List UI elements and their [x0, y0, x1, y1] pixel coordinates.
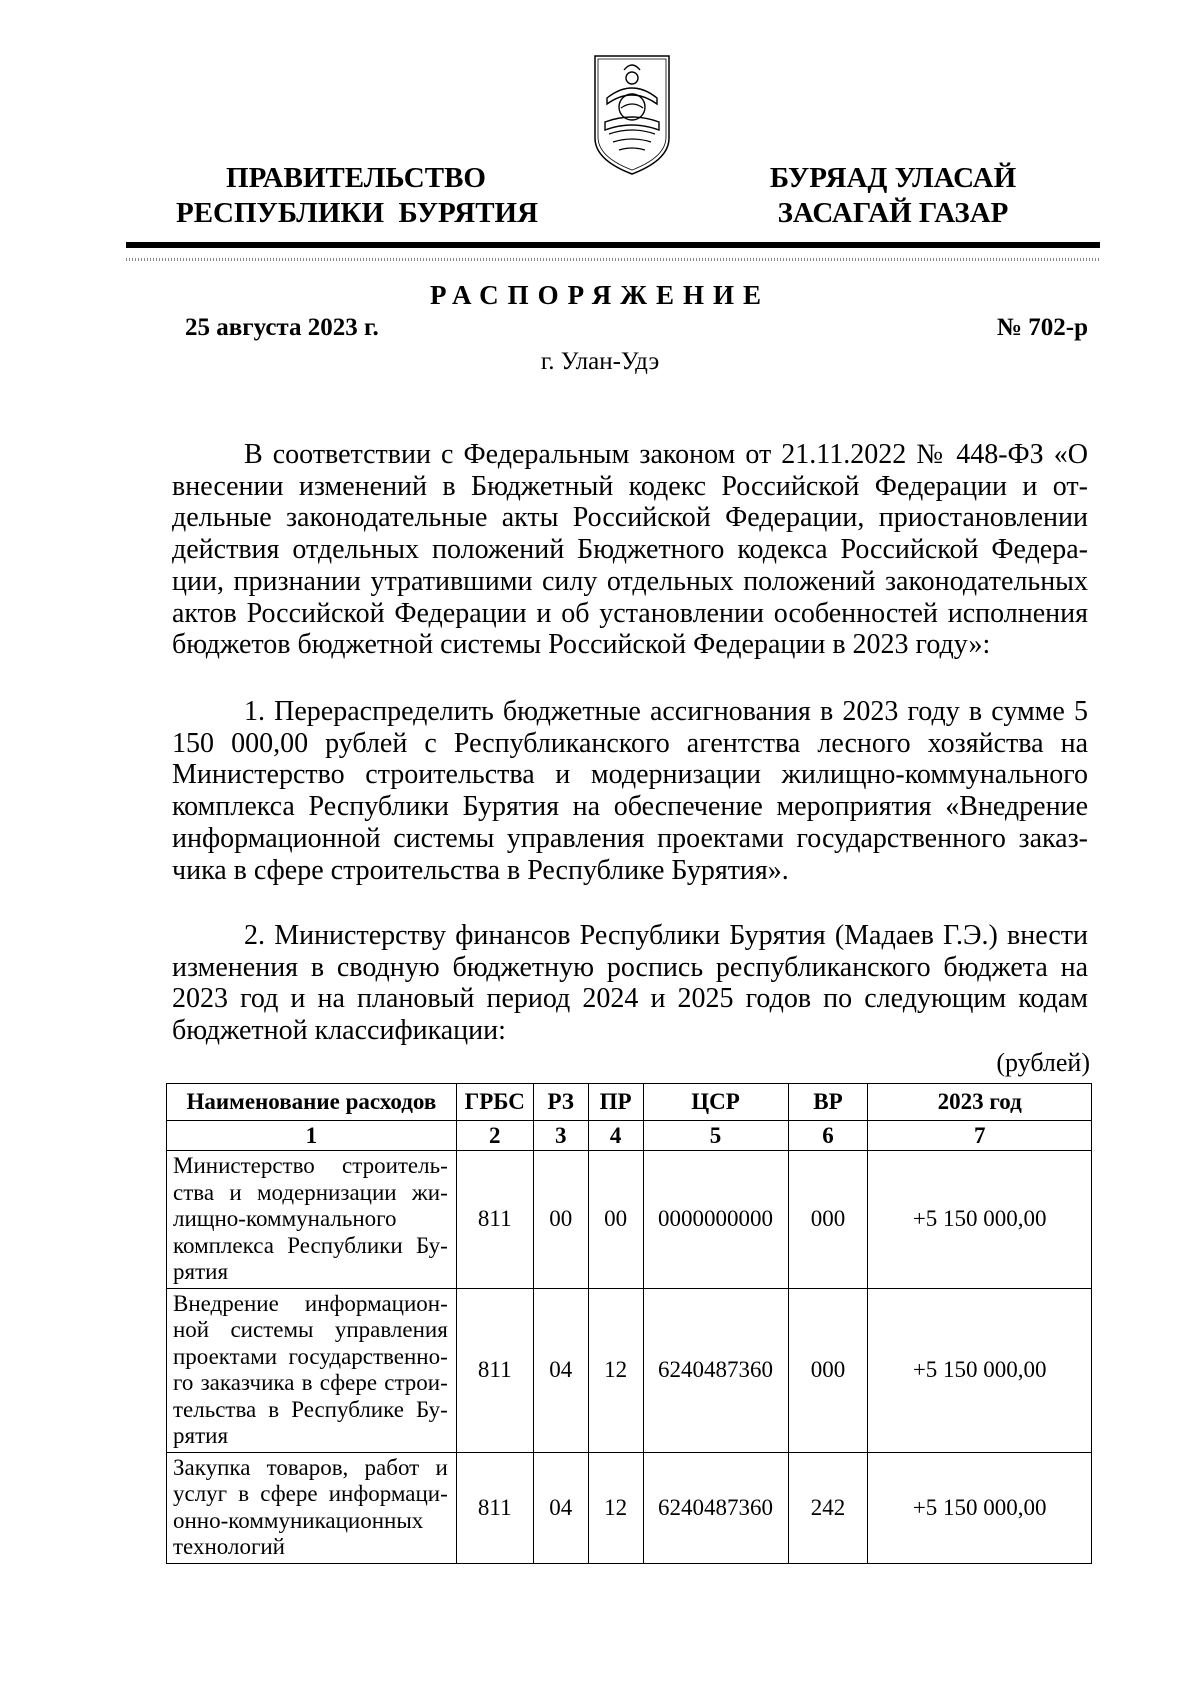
pr-cell: 12 — [588, 1452, 643, 1563]
expense-name-cell: Внедрение информационной системы управления проектами государственного заказчика в сфере строительства в Республике Бурятия — [167, 1288, 457, 1452]
issuer-name-russian — [176, 161, 539, 231]
item-2-paragraph: 2. Министерству финансов Республики Бурятия (Мадаев Г.Э.) внести изменения в сводную бюджетную роспись республиканского бюджета на 2023 год и на плановый период 2024 и 2025 годов по следующим кодам бюджетной классификации: — [172, 920, 1088, 1047]
csr-cell: 6240487360 — [643, 1288, 788, 1452]
item-1-paragraph: 1. Перераспределить бюджетные ассигнования в 2023 году в сумме 5 150 000,00 рублей с Республиканского агентства лесного хозяйства на Министерство строительства и модернизации жилищно-коммунального комплекса Республики Бурятия на обеспечение мероприятия «Внедрение информационной системы управления проектами государственного заказчика в сфере строительства в Республике Бурятия». — [172, 696, 1088, 886]
table-row — [167, 1288, 1092, 1452]
pr-cell: 00 — [588, 1151, 643, 1289]
table-row — [167, 1151, 1092, 1289]
coat-of-arms-emblem — [591, 52, 673, 178]
index-cell: 1 — [167, 1121, 457, 1151]
document-number: № 702-р — [996, 314, 1088, 341]
grbs-cell: 811 — [456, 1151, 533, 1289]
header-divider-thin — [126, 258, 1100, 261]
amount-cell: +5 150 000,00 — [868, 1452, 1092, 1563]
header-cell: ПР — [588, 1084, 643, 1121]
grbs-cell: 811 — [456, 1288, 533, 1452]
document-city: г. Улан-Удэ — [540, 348, 660, 375]
document-title: РАСПОРЯЖЕНИЕ — [429, 280, 771, 310]
budget-table — [166, 1083, 1092, 1564]
rz-cell: 00 — [533, 1151, 588, 1289]
index-cell: 7 — [868, 1121, 1092, 1151]
vr-cell: 000 — [788, 1151, 868, 1289]
table-row — [167, 1452, 1092, 1563]
issuer-name-russian-line1: ПРАВИТЕЛЬСТВО — [226, 162, 486, 194]
amount-cell: +5 150 000,00 — [868, 1151, 1092, 1289]
header-cell: ЦСР — [643, 1084, 788, 1121]
index-cell: 2 — [456, 1121, 533, 1151]
issuer-name-buryat-line2: ЗАСАГАЙ ГАЗАР — [777, 197, 1009, 229]
rz-cell: 04 — [533, 1288, 588, 1452]
amount-cell: +5 150 000,00 — [868, 1288, 1092, 1452]
table-units: (рублей) — [996, 1048, 1090, 1077]
document-date: 25 августа 2023 г. — [185, 314, 379, 341]
index-cell: 3 — [533, 1121, 588, 1151]
header-cell: ВР — [788, 1084, 868, 1121]
vr-cell: 000 — [788, 1288, 868, 1452]
index-cell: 5 — [643, 1121, 788, 1151]
csr-cell: 6240487360 — [643, 1452, 788, 1563]
index-cell: 4 — [588, 1121, 643, 1151]
table-header-row — [167, 1084, 1092, 1121]
issuer-name-buryat-line1: БУРЯАД УЛАСАЙ — [769, 162, 1017, 194]
vr-cell: 242 — [788, 1452, 868, 1563]
expense-name-cell: Закупка товаров, работ и услуг в сфере информационно-коммуникационных технологий — [167, 1452, 457, 1563]
pr-cell: 12 — [588, 1288, 643, 1452]
expense-name-cell: Министерство строительства и модернизации жилищно-коммунального комплекса Республики Бурятия — [167, 1151, 457, 1289]
issuer-name-buryat — [748, 161, 1038, 231]
index-cell: 6 — [788, 1121, 868, 1151]
issuer-name-russian-line2: РЕСПУБЛИКИ БУРЯТИЯ — [176, 197, 539, 229]
intro-paragraph: В соответствии с Федеральным законом от 21.11.2022 № 448-ФЗ «О внесении изменений в Бюджетный кодекс Российской Федерации и отдельные законодательные акты Российской Федерации, приостановлении действия отдельных положений Бюджетного кодекса Российской Федерации, признании утратившими силу отдельных положений законодательных актов Российской Федерации и об установлении особенностей исполнения бюджетов бюджетной системы Российской Федерации в 2023 году»: — [172, 439, 1088, 661]
header-divider-thick — [126, 242, 1100, 248]
header-cell: 2023 год — [868, 1084, 1092, 1121]
header-cell: ГРБС — [456, 1084, 533, 1121]
grbs-cell: 811 — [456, 1452, 533, 1563]
table-index-row — [167, 1121, 1092, 1151]
header-cell: Наименование расходов — [167, 1084, 457, 1121]
rz-cell: 04 — [533, 1452, 588, 1563]
header-cell: РЗ — [533, 1084, 588, 1121]
csr-cell: 0000000000 — [643, 1151, 788, 1289]
